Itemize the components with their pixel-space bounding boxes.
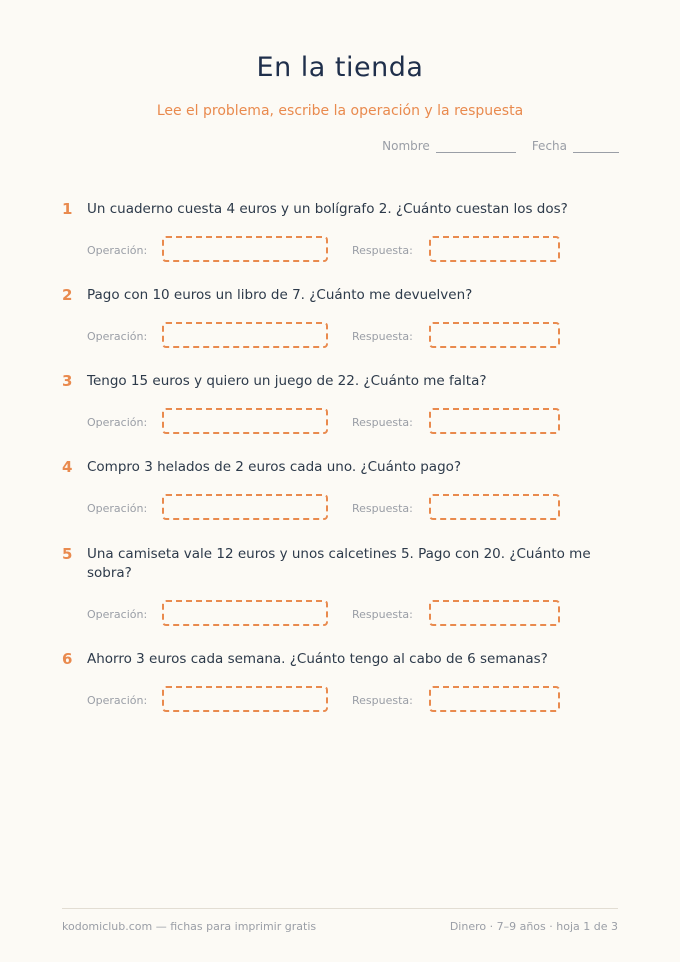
problem-number: 6 bbox=[62, 650, 73, 668]
answer-box[interactable] bbox=[429, 408, 560, 434]
page-title: En la tienda bbox=[256, 52, 424, 83]
operation-label: Operación: bbox=[87, 502, 148, 515]
operation-box[interactable] bbox=[162, 322, 328, 348]
problem-text: Tengo 15 euros y quiero un juego de 22. ¿Cuánto me falta? bbox=[87, 373, 487, 389]
name-field[interactable] bbox=[436, 141, 516, 153]
problem-item bbox=[62, 650, 622, 716]
problem-item bbox=[62, 200, 622, 266]
problem-number: 1 bbox=[62, 200, 73, 218]
footer-page-info: Dinero · 7–9 años · hoja 1 de 3 bbox=[449, 920, 618, 933]
answer-label: Respuesta: bbox=[352, 502, 413, 515]
problem-number: 4 bbox=[62, 458, 73, 476]
answer-label: Respuesta: bbox=[352, 244, 413, 257]
answer-box[interactable] bbox=[429, 686, 560, 712]
answer-box[interactable] bbox=[429, 494, 560, 520]
answer-label: Respuesta: bbox=[352, 416, 413, 429]
problem-text: Un cuaderno cuesta 4 euros y un bolígrafo 2. ¿Cuánto cuestan los dos? bbox=[87, 201, 568, 217]
answer-box[interactable] bbox=[429, 236, 560, 262]
problem-text: Pago con 10 euros un libro de 7. ¿Cuánto me devuelven? bbox=[87, 287, 473, 303]
operation-label: Operación: bbox=[87, 244, 148, 257]
operation-box[interactable] bbox=[162, 600, 328, 626]
problem-text: Ahorro 3 euros cada semana. ¿Cuánto tengo al cabo de 6 semanas? bbox=[87, 651, 548, 667]
operation-box[interactable] bbox=[162, 686, 328, 712]
name-label: Nombre bbox=[382, 139, 430, 153]
operation-label: Operación: bbox=[87, 608, 148, 621]
operation-box[interactable] bbox=[162, 494, 328, 520]
answer-box[interactable] bbox=[429, 322, 560, 348]
answer-label: Respuesta: bbox=[352, 608, 413, 621]
problem-number: 2 bbox=[62, 286, 73, 304]
problem-text: Compro 3 helados de 2 euros cada uno. ¿Cuánto pago? bbox=[87, 459, 462, 475]
operation-label: Operación: bbox=[87, 694, 148, 707]
operation-box[interactable] bbox=[162, 408, 328, 434]
problem-item bbox=[62, 372, 622, 438]
problem-number: 5 bbox=[62, 545, 73, 563]
operation-box[interactable] bbox=[162, 236, 328, 262]
operation-label: Operación: bbox=[87, 330, 148, 343]
problem-item bbox=[62, 286, 622, 352]
problem-item bbox=[62, 458, 622, 524]
date-label: Fecha bbox=[531, 139, 567, 153]
operation-label: Operación: bbox=[87, 416, 148, 429]
answer-label: Respuesta: bbox=[352, 330, 413, 343]
footer-divider bbox=[62, 908, 618, 909]
page-subtitle: Lee el problema, escribe la operación y la respuesta bbox=[156, 103, 524, 119]
problem-text: Una camiseta vale 12 euros y unos calcetines 5. Pago con 20. ¿Cuánto me sobra? bbox=[87, 546, 591, 581]
problem-item bbox=[62, 545, 622, 630]
answer-label: Respuesta: bbox=[352, 694, 413, 707]
problem-number: 3 bbox=[62, 372, 73, 390]
name-date-fields bbox=[382, 139, 619, 153]
footer-site-text: kodomiclub.com — fichas para imprimir gratis bbox=[62, 920, 317, 933]
date-field[interactable] bbox=[573, 141, 619, 153]
answer-box[interactable] bbox=[429, 600, 560, 626]
